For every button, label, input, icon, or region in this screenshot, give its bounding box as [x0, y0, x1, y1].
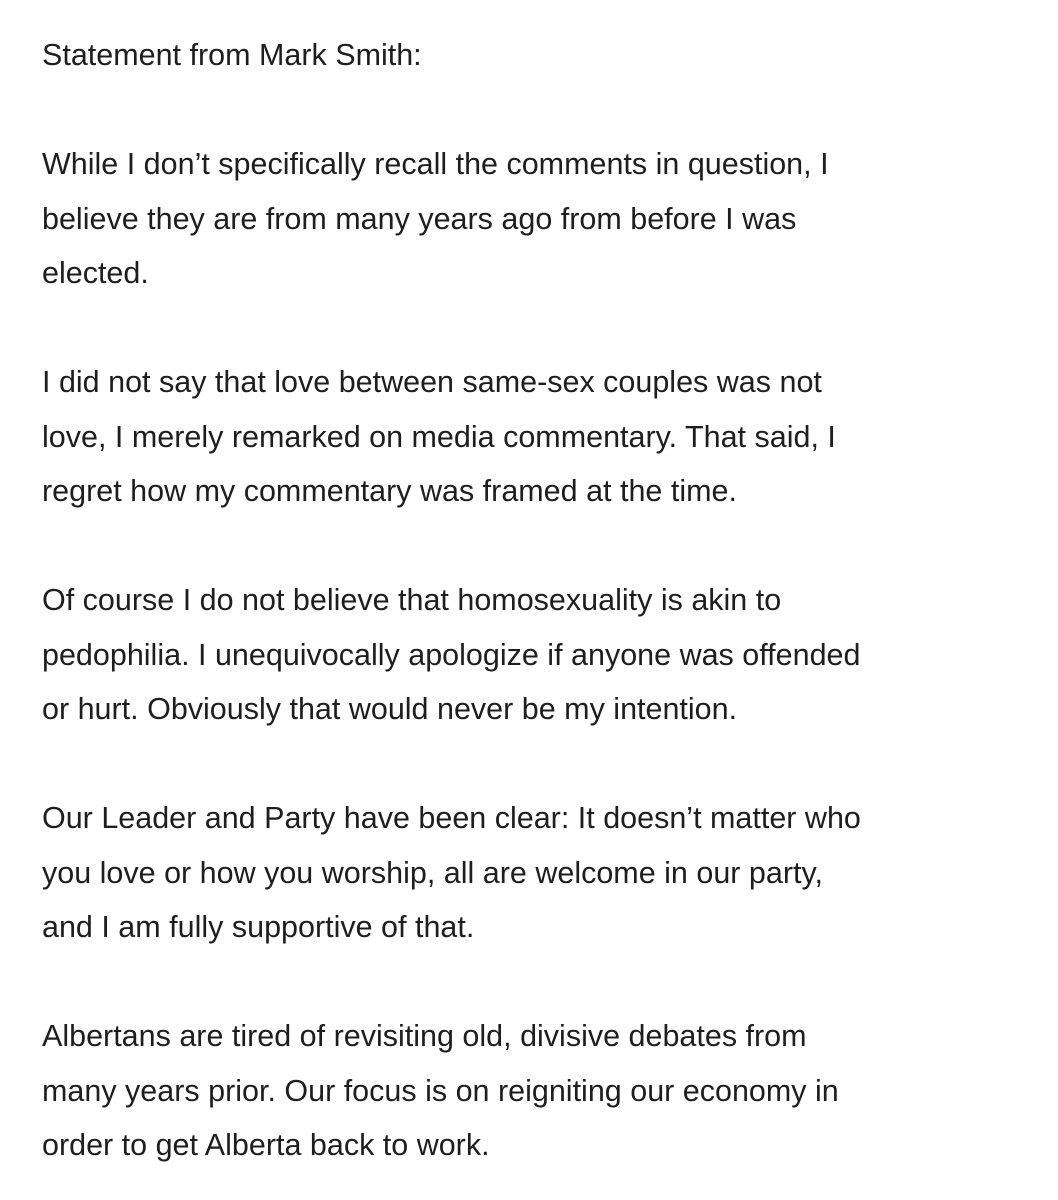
statement-paragraph-2: I did not say that love between same-sex couples was not love, I merely remarked on media commentary. That said, I regret how my commentary was framed at the time. [42, 365, 836, 508]
statement-heading: Statement from Mark Smith: [42, 38, 422, 72]
statement-paragraph-1: While I don’t specifically recall the comments in question, I believe they are from many years ago from before I was elected. [42, 147, 829, 290]
statement-paragraph-4: Our Leader and Party have been clear: It doesn’t matter who you love or how you worship, all are welcome in our party, and I am fully supportive of that. [42, 801, 861, 944]
statement-paragraph-3: Of course I do not believe that homosexuality is akin to pedophilia. I unequivocally apologize if anyone was offended or hurt. Obviously that would never be my intention. [42, 583, 861, 726]
statement-paragraph-5: Albertans are tired of revisiting old, divisive debates from many years prior. Our focus is on reigniting our economy in order to get Alberta back to work. [42, 1019, 839, 1162]
